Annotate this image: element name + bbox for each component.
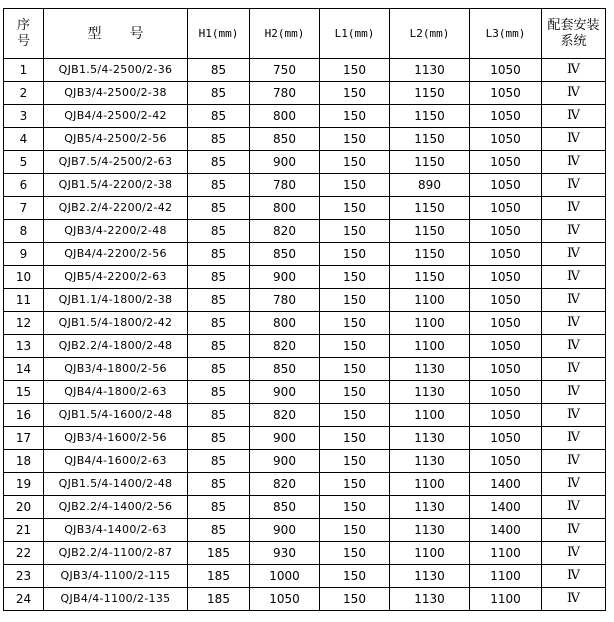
cell-system: Ⅳ: [542, 312, 606, 335]
header-system-line-1: 配套安装: [547, 17, 600, 33]
cell-l1: 150: [320, 174, 390, 197]
cell-l2: 1130: [390, 588, 470, 611]
cell-l1: 150: [320, 381, 390, 404]
cell-l1: 150: [320, 565, 390, 588]
cell-no: 24: [4, 588, 44, 611]
cell-system: Ⅳ: [542, 358, 606, 381]
cell-l1: 150: [320, 243, 390, 266]
table-row: [4, 59, 606, 82]
cell-system: Ⅳ: [542, 542, 606, 565]
cell-l1: 150: [320, 427, 390, 450]
header-system-line-2: 系统: [560, 33, 587, 49]
cell-l1: 150: [320, 542, 390, 565]
cell-h2: 900: [250, 519, 320, 542]
header-l2: L2(mm): [390, 9, 470, 59]
cell-system: Ⅳ: [542, 496, 606, 519]
cell-model: QJB3/4-2500/2-38: [44, 82, 188, 105]
cell-h1: 85: [188, 496, 250, 519]
cell-l1: 150: [320, 59, 390, 82]
cell-h1: 185: [188, 588, 250, 611]
table-row: [4, 151, 606, 174]
cell-h1: 85: [188, 358, 250, 381]
cell-h1: 85: [188, 473, 250, 496]
cell-l3: 1050: [470, 335, 542, 358]
cell-h1: 85: [188, 105, 250, 128]
cell-l2: 1150: [390, 243, 470, 266]
cell-l3: 1100: [470, 588, 542, 611]
cell-l1: 150: [320, 519, 390, 542]
table-row: [4, 105, 606, 128]
cell-l3: 1050: [470, 220, 542, 243]
table-row: [4, 427, 606, 450]
table-row: [4, 404, 606, 427]
cell-h2: 820: [250, 404, 320, 427]
cell-no: 2: [4, 82, 44, 105]
cell-h1: 85: [188, 151, 250, 174]
cell-model: QJB2.2/4-1400/2-56: [44, 496, 188, 519]
cell-model: QJB4/4-1600/2-63: [44, 450, 188, 473]
cell-no: 23: [4, 565, 44, 588]
cell-no: 16: [4, 404, 44, 427]
table-row: [4, 335, 606, 358]
table-row: [4, 220, 606, 243]
cell-system: Ⅳ: [542, 404, 606, 427]
table-row: [4, 496, 606, 519]
cell-h2: 850: [250, 128, 320, 151]
cell-system: Ⅳ: [542, 82, 606, 105]
cell-h1: 85: [188, 404, 250, 427]
cell-l1: 150: [320, 197, 390, 220]
table-row: [4, 358, 606, 381]
cell-no: 11: [4, 289, 44, 312]
cell-l2: 1130: [390, 358, 470, 381]
cell-h1: 85: [188, 266, 250, 289]
cell-h1: 85: [188, 427, 250, 450]
cell-h1: 185: [188, 565, 250, 588]
table-row: [4, 312, 606, 335]
header-model: 型 号: [44, 9, 188, 59]
cell-model: QJB2.2/4-1800/2-48: [44, 335, 188, 358]
cell-h1: 85: [188, 82, 250, 105]
header-l3: L3(mm): [470, 9, 542, 59]
cell-l3: 1050: [470, 59, 542, 82]
spec-table: [3, 8, 606, 611]
cell-l2: 1100: [390, 335, 470, 358]
cell-l3: 1400: [470, 496, 542, 519]
cell-l2: 1150: [390, 197, 470, 220]
cell-h2: 900: [250, 266, 320, 289]
cell-model: QJB1.5/4-1600/2-48: [44, 404, 188, 427]
cell-system: Ⅳ: [542, 335, 606, 358]
cell-h2: 900: [250, 381, 320, 404]
cell-l2: 1150: [390, 105, 470, 128]
cell-l2: 1130: [390, 59, 470, 82]
cell-h2: 780: [250, 82, 320, 105]
cell-l2: 1100: [390, 312, 470, 335]
cell-model: QJB5/4-2500/2-56: [44, 128, 188, 151]
cell-model: QJB5/4-2200/2-63: [44, 266, 188, 289]
table-row: [4, 243, 606, 266]
header-h2: H2(mm): [250, 9, 320, 59]
cell-l2: 1100: [390, 289, 470, 312]
cell-no: 8: [4, 220, 44, 243]
cell-no: 17: [4, 427, 44, 450]
cell-h1: 85: [188, 519, 250, 542]
cell-system: Ⅳ: [542, 197, 606, 220]
cell-h2: 1000: [250, 565, 320, 588]
cell-system: Ⅳ: [542, 427, 606, 450]
cell-model: QJB2.2/4-2200/2-42: [44, 197, 188, 220]
cell-l3: 1050: [470, 266, 542, 289]
cell-l1: 150: [320, 358, 390, 381]
cell-system: Ⅳ: [542, 220, 606, 243]
cell-no: 5: [4, 151, 44, 174]
cell-h2: 900: [250, 151, 320, 174]
cell-model: QJB2.2/4-1100/2-87: [44, 542, 188, 565]
cell-l2: 1130: [390, 427, 470, 450]
cell-h2: 1050: [250, 588, 320, 611]
cell-model: QJB4/4-2200/2-56: [44, 243, 188, 266]
cell-model: QJB4/4-2500/2-42: [44, 105, 188, 128]
cell-l2: 1150: [390, 220, 470, 243]
cell-system: Ⅳ: [542, 128, 606, 151]
cell-l1: 150: [320, 105, 390, 128]
cell-l2: 1130: [390, 565, 470, 588]
cell-l3: 1050: [470, 404, 542, 427]
cell-h2: 820: [250, 335, 320, 358]
cell-h1: 85: [188, 128, 250, 151]
cell-system: Ⅳ: [542, 174, 606, 197]
cell-h2: 750: [250, 59, 320, 82]
cell-l3: 1400: [470, 473, 542, 496]
cell-model: QJB1.5/4-2500/2-36: [44, 59, 188, 82]
cell-h2: 930: [250, 542, 320, 565]
cell-l2: 1130: [390, 381, 470, 404]
cell-l3: 1050: [470, 450, 542, 473]
cell-model: QJB3/4-1800/2-56: [44, 358, 188, 381]
table-header: [4, 9, 606, 59]
cell-model: QJB3/4-1600/2-56: [44, 427, 188, 450]
cell-system: Ⅳ: [542, 289, 606, 312]
cell-system: Ⅳ: [542, 519, 606, 542]
cell-system: Ⅳ: [542, 59, 606, 82]
cell-l1: 150: [320, 473, 390, 496]
table-row: [4, 542, 606, 565]
cell-h1: 85: [188, 335, 250, 358]
cell-h1: 85: [188, 243, 250, 266]
cell-system: Ⅳ: [542, 266, 606, 289]
cell-l1: 150: [320, 404, 390, 427]
header-row: [4, 9, 606, 59]
cell-h1: 85: [188, 381, 250, 404]
cell-l1: 150: [320, 82, 390, 105]
cell-l3: 1100: [470, 565, 542, 588]
cell-l1: 150: [320, 335, 390, 358]
cell-h1: 85: [188, 220, 250, 243]
cell-l3: 1050: [470, 381, 542, 404]
cell-model: QJB1.5/4-2200/2-38: [44, 174, 188, 197]
cell-l3: 1050: [470, 427, 542, 450]
cell-no: 12: [4, 312, 44, 335]
table-row: [4, 473, 606, 496]
cell-l2: 1130: [390, 519, 470, 542]
header-h1: H1(mm): [188, 9, 250, 59]
cell-model: QJB4/4-1100/2-135: [44, 588, 188, 611]
table-row: [4, 381, 606, 404]
cell-no: 9: [4, 243, 44, 266]
header-no-line-2: 号: [16, 33, 30, 49]
cell-l2: 1150: [390, 82, 470, 105]
cell-l1: 150: [320, 128, 390, 151]
cell-l1: 150: [320, 450, 390, 473]
cell-h1: 85: [188, 197, 250, 220]
cell-model: QJB3/4-1400/2-63: [44, 519, 188, 542]
cell-no: 22: [4, 542, 44, 565]
cell-no: 3: [4, 105, 44, 128]
cell-h1: 185: [188, 542, 250, 565]
cell-l3: 1100: [470, 542, 542, 565]
cell-no: 20: [4, 496, 44, 519]
cell-no: 18: [4, 450, 44, 473]
cell-h2: 900: [250, 427, 320, 450]
cell-h1: 85: [188, 59, 250, 82]
cell-h2: 850: [250, 496, 320, 519]
cell-l3: 1050: [470, 243, 542, 266]
header-no: [4, 9, 44, 59]
cell-l1: 150: [320, 588, 390, 611]
cell-l2: 1150: [390, 266, 470, 289]
table-row: [4, 588, 606, 611]
cell-l1: 150: [320, 151, 390, 174]
cell-l2: 1100: [390, 404, 470, 427]
cell-l1: 150: [320, 289, 390, 312]
cell-system: Ⅳ: [542, 565, 606, 588]
cell-l2: 1150: [390, 151, 470, 174]
cell-l3: 1050: [470, 289, 542, 312]
cell-no: 19: [4, 473, 44, 496]
cell-system: Ⅳ: [542, 588, 606, 611]
table-row: [4, 519, 606, 542]
cell-l3: 1050: [470, 105, 542, 128]
header-system: [542, 9, 606, 59]
table-row: [4, 266, 606, 289]
cell-h1: 85: [188, 174, 250, 197]
cell-h2: 800: [250, 105, 320, 128]
header-no-line-1: 序: [16, 17, 30, 33]
table-row: [4, 450, 606, 473]
cell-h2: 820: [250, 473, 320, 496]
cell-no: 6: [4, 174, 44, 197]
cell-model: QJB1.5/4-1800/2-42: [44, 312, 188, 335]
cell-no: 13: [4, 335, 44, 358]
cell-l3: 1050: [470, 151, 542, 174]
cell-l1: 150: [320, 220, 390, 243]
cell-h1: 85: [188, 289, 250, 312]
cell-model: QJB1.5/4-1400/2-48: [44, 473, 188, 496]
table-row: [4, 289, 606, 312]
cell-l1: 150: [320, 266, 390, 289]
cell-no: 7: [4, 197, 44, 220]
cell-l3: 1050: [470, 128, 542, 151]
cell-l3: 1050: [470, 312, 542, 335]
cell-model: QJB3/4-1100/2-115: [44, 565, 188, 588]
table-row: [4, 174, 606, 197]
cell-no: 1: [4, 59, 44, 82]
cell-h2: 850: [250, 243, 320, 266]
cell-system: Ⅳ: [542, 105, 606, 128]
cell-l2: 890: [390, 174, 470, 197]
header-l1: L1(mm): [320, 9, 390, 59]
cell-no: 10: [4, 266, 44, 289]
cell-system: Ⅳ: [542, 473, 606, 496]
cell-l1: 150: [320, 312, 390, 335]
cell-system: Ⅳ: [542, 450, 606, 473]
cell-l3: 1050: [470, 174, 542, 197]
cell-h2: 820: [250, 220, 320, 243]
cell-l3: 1400: [470, 519, 542, 542]
cell-h2: 780: [250, 174, 320, 197]
cell-l2: 1130: [390, 496, 470, 519]
cell-system: Ⅳ: [542, 381, 606, 404]
cell-h2: 800: [250, 197, 320, 220]
cell-model: QJB1.1/4-1800/2-38: [44, 289, 188, 312]
cell-h2: 800: [250, 312, 320, 335]
cell-h2: 850: [250, 358, 320, 381]
table-body: [4, 59, 606, 611]
cell-l2: 1150: [390, 128, 470, 151]
cell-no: 15: [4, 381, 44, 404]
cell-model: QJB7.5/4-2500/2-63: [44, 151, 188, 174]
table-row: [4, 565, 606, 588]
cell-system: Ⅳ: [542, 151, 606, 174]
cell-model: QJB4/4-1800/2-63: [44, 381, 188, 404]
cell-l3: 1050: [470, 82, 542, 105]
spec-table-container: [3, 8, 606, 611]
cell-system: Ⅳ: [542, 243, 606, 266]
cell-no: 4: [4, 128, 44, 151]
cell-h2: 900: [250, 450, 320, 473]
cell-l2: 1130: [390, 450, 470, 473]
cell-h2: 780: [250, 289, 320, 312]
cell-model: QJB3/4-2200/2-48: [44, 220, 188, 243]
table-row: [4, 82, 606, 105]
cell-l3: 1050: [470, 358, 542, 381]
cell-h1: 85: [188, 312, 250, 335]
cell-l3: 1050: [470, 197, 542, 220]
table-row: [4, 128, 606, 151]
cell-no: 14: [4, 358, 44, 381]
cell-no: 21: [4, 519, 44, 542]
cell-l2: 1100: [390, 473, 470, 496]
table-row: [4, 197, 606, 220]
cell-h1: 85: [188, 450, 250, 473]
cell-l1: 150: [320, 496, 390, 519]
cell-l2: 1100: [390, 542, 470, 565]
